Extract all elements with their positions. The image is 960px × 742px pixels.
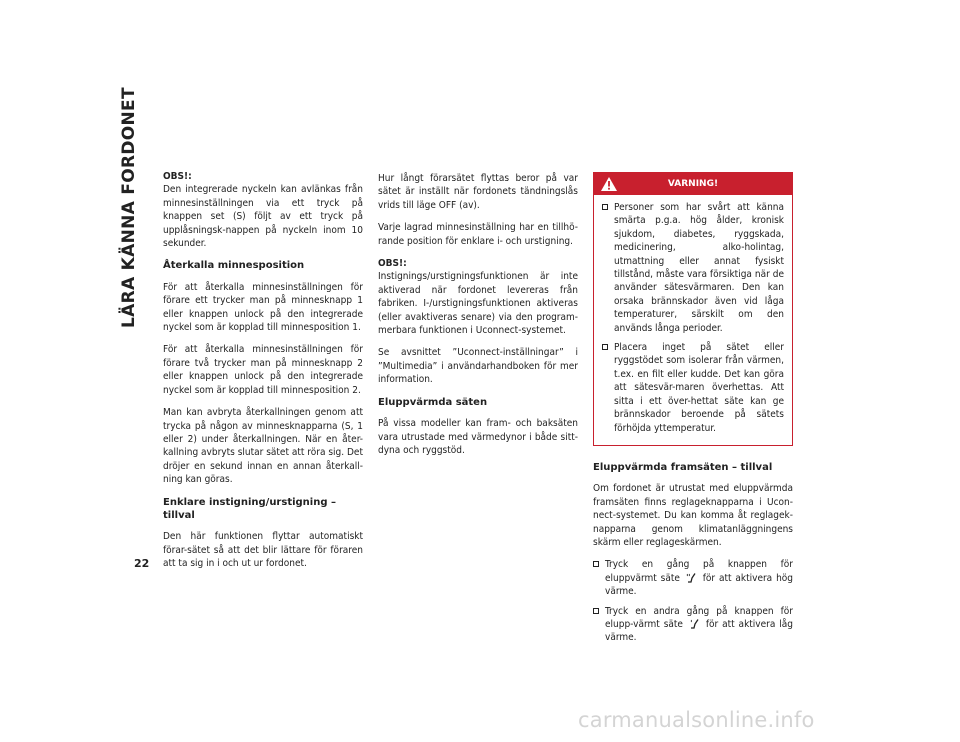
column-1 [163, 170, 363, 580]
warning-triangle-icon [600, 176, 618, 192]
column-2 [378, 172, 578, 466]
note-text: Instignings/urstigningsfunktionen är inte aktiverad när fordonet levereras från fabriken. I-/urstigningsfunktionen aktiveras (eller avaktiveras senare) via den program-merbara funktionen i Uconnect-systemet. [378, 271, 578, 337]
column-3 [593, 172, 793, 651]
note-label: OBS!: [163, 171, 192, 182]
instruction-list [593, 558, 793, 644]
warning-item [602, 201, 784, 335]
note-text: Den integrerade nyckeln kan avlänkas från minnesinställningen via ett tryck på knappen set (S) följt av ett tryck på upplåsningsk-nappen på nyckeln inom 10 sekunder. [163, 184, 363, 250]
page-number: 22 [134, 557, 150, 570]
chapter-title [115, 87, 151, 330]
warning-box [593, 172, 793, 446]
paragraph: Om fordonet är utrustat med eluppvärmda framsäten finns reglageknapparna i Ucon-nect-systemet. Du kan komma åt reglagek-napparna genom klimatanläggningens skärm eller reglageskärmen. [593, 483, 793, 548]
paragraph: Hur långt förarsätet flyttas beror på var sätet är inställt när fordonets tändningslås vrids till läge OFF (av). [378, 173, 578, 211]
instruction-text: för att aktivera låg värme. [605, 618, 794, 644]
instruction-text: Tryck en gång på knappen för eluppvärmt säte [605, 559, 793, 584]
paragraph: Se avsnittet ”Uconnect-inställningar” i ”Multimedia” i användarhandboken för mer information. [378, 347, 578, 386]
paragraph: Varje lagrad minnesinställning har en tillhö-rande position för enklare i- och urstigning. [378, 222, 578, 247]
instruction-item [593, 605, 793, 645]
watermark: carmanualsonline.info [578, 708, 815, 732]
paragraph: På vissa modeller kan fram- och baksäten vara utrustade med värmedynor i både sitt-dyna och ryggstöd. [378, 418, 578, 456]
warning-item-text: Placera inget på sätet eller ryggstödet som isolerar från värmen, t.ex. en filt eller kudde. Det kan göra att sätesvär-maren överhettas. Att sitta i ett över-hettat säte kan ge brännskador beroende på sätets förhöjda yttemperatur. [614, 342, 784, 434]
warning-title: VARNING! [667, 179, 719, 189]
heading-front-heated-seats: Eluppvärmda framsäten – tillval [593, 461, 773, 473]
bullet-square-icon [593, 608, 599, 614]
instruction-text: för att aktivera hög värme. [605, 572, 793, 598]
warning-list [594, 195, 792, 445]
heading-heated-seats: Eluppvärmda säten [378, 396, 488, 408]
paragraph: Man kan avbryta återkallningen genom att trycka på någon av minnesknapparna (S, 1 eller 2) under återkallningen. När en åter-kallning avbryts slutar sätet att röra sig. Det dröjer en sekund innan en annan återkall-ning kan göras. [163, 407, 363, 486]
heading-easy-entry: Enklare instigning/urstigning – tillval [163, 496, 336, 521]
paragraph: För att återkalla minnesinställningen för förare två trycker man på minnesknapp 2 eller knappen unlock på den integrerade nyckel som är kopplad till minnesposition 2. [163, 344, 363, 396]
heated-seat-icon [686, 572, 697, 583]
heading-recall: Återkalla minnesposition [163, 260, 305, 272]
note-1 [163, 170, 363, 250]
instruction-item [593, 558, 793, 598]
chapter-title-text: LÄRA KÄNNA FORDONET [119, 87, 139, 328]
bullet-square-icon [602, 344, 608, 350]
bullet-square-icon [602, 204, 608, 210]
note-2 [378, 257, 578, 337]
instruction-text: Tryck en andra gång på knappen för elupp-värmt säte [605, 605, 793, 630]
note-label: OBS!: [378, 258, 407, 270]
paragraph: För att återkalla minnesinställningen för förare ett trycker man på minnesknapp 1 eller knappen unlock på den integrerade nyckel som är kopplad till minnesposition 1. [163, 281, 363, 334]
warning-header [594, 173, 792, 195]
paragraph: Den här funktionen flyttar automatiskt förar-sätet så att det blir lättare för föraren att ta sig in i och ut ur fordonet. [163, 531, 363, 570]
bullet-square-icon [593, 561, 599, 567]
heated-seat-icon [689, 618, 700, 629]
warning-item [602, 341, 784, 435]
warning-item-text: Personer som har svårt att känna smärta p.g.a. hög ålder, kronisk sjukdom, diabetes, ryggskada, medicinering, alko-holintag, utmattning eller annat fysiskt tillstånd, måste vara försiktiga när de använder sätesvärmaren. Den kan orsaka brännskador även vid låga temperaturer, särskilt om den används långa perioder. [614, 202, 784, 334]
